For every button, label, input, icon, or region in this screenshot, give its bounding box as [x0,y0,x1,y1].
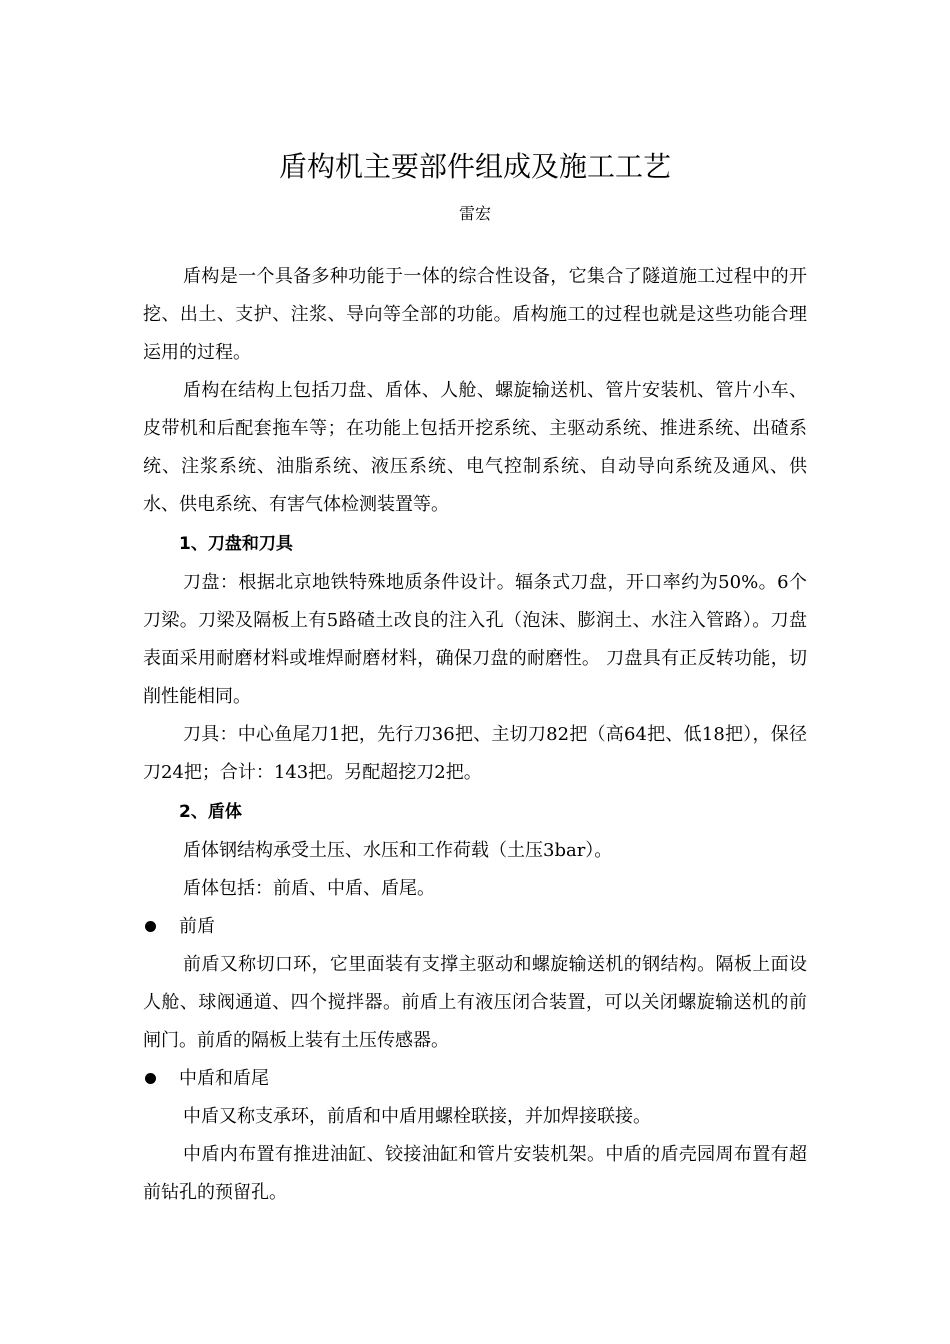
section-heading-shield: 2、盾体 [179,802,242,822]
author-name: 雷宏 [458,204,491,223]
middle-shield-paragraph: 中盾内布置有推进油缸、铰接油缸和管片安装机架。中盾的盾壳园周布置有超前钻孔的预留孔。 [143,1144,807,1203]
middle-shield-paragraph: 中盾又称支承环，前盾和中盾用螺栓联接，并加焊接联接。 [183,1106,651,1127]
intro-paragraph: 盾构在结构上包括刀盘、盾体、人舱、螺旋输送机、管片安装机、管片小车、皮带机和后配套拖车等；在功能上包括开挖系统、主驱动系统、推进系统、出碴系统、注浆系统、油脂系统、液压系统、电气控制系统、自动导向系统及通风、供水、供电系统、有害气体检测装置等。 [143,380,807,515]
bullet-label: 前盾 [179,916,215,937]
document-title: 盾构机主要部件组成及施工工艺 [278,150,671,183]
section-heading-cutterhead: 1、刀盘和刀具 [179,534,293,554]
shield-paragraph: 盾体钢结构承受土压、水压和工作荷载（土压3bar）。 [183,840,613,861]
front-shield-paragraph: 前盾又称切口环，它里面装有支撑主驱动和螺旋输送机的钢结构。隔板上面设人舱、球阀通道、四个搅拌器。前盾上有液压闭合装置，可以关闭螺旋输送机的前闸门。前盾的隔板上装有土压传感器。 [143,954,807,1051]
bullet-dot-icon [145,1073,156,1084]
cutters-paragraph: 刀具：中心鱼尾刀1把，先行刀36把、主切刀82把（高64把、低18把），保径刀24把；合计：143把。另配超挖刀2把。 [143,724,807,783]
document-body [143,258,807,1212]
shield-paragraph: 盾体包括：前盾、中盾、盾尾。 [183,878,435,899]
bullet-label: 中盾和盾尾 [179,1068,269,1089]
intro-paragraph: 盾构是一个具备多种功能于一体的综合性设备，它集合了隧道施工过程中的开挖、出土、支护、注浆、导向等全部的功能。盾构施工的过程也就是这些功能合理运用的过程。 [143,266,807,363]
bullet-item-middle-tail-shield [143,1060,807,1098]
cutterhead-paragraph: 刀盘：根据北京地铁特殊地质条件设计。辐条式刀盘，开口率约为50%。6个刀梁。刀梁及隔板上有5路碴土改良的注入孔（泡沫、膨润土、水注入管路）。刀盘表面采用耐磨材料或堆焊耐磨材料，确保刀盘的耐磨性。 刀盘具有正反转功能，切削性能相同。 [143,572,807,707]
bullet-item-front-shield [143,908,807,946]
bullet-dot-icon [145,921,156,932]
